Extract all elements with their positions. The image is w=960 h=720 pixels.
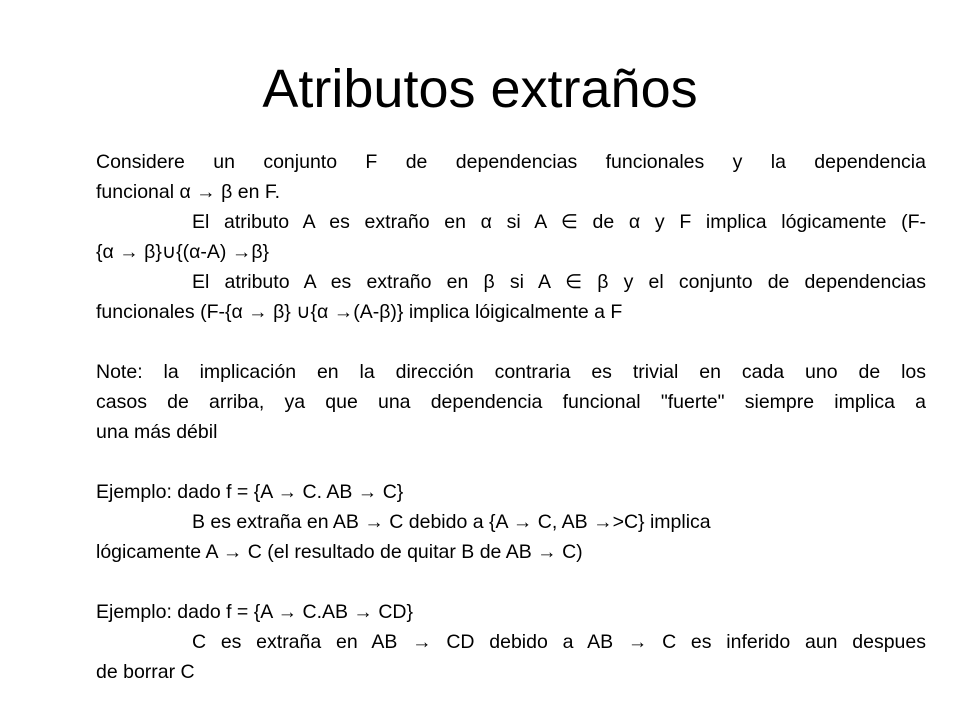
text-line: una más débil: [96, 421, 218, 443]
text-line: Ejemplo: dado f = {A → C.AB → CD}: [96, 601, 414, 623]
text-line: B es extraña en AB → C debido a {A → C, AB →>C} implica: [192, 511, 711, 533]
slide-title: Atributos extraños: [262, 59, 698, 119]
text-line: {α → β}∪{(α-A) →β}: [96, 241, 270, 263]
text-line: El atributo A es extraño en β si A ∈ β y el conjunto de dependencias: [192, 271, 926, 293]
text-line: Considere un conjunto F de dependencias funcionales y la dependencia: [96, 151, 926, 173]
text-line: funcionales (F-{α → β} ∪{α →(A-β)} implica lóigicalmente a F: [96, 301, 623, 323]
text-line: funcional α → β en F.: [96, 181, 280, 203]
spacer: [96, 327, 926, 357]
slide-body: [96, 147, 926, 687]
spacer: [96, 567, 926, 597]
text-line: casos de arriba, ya que una dependencia funcional "fuerte" siempre implica a: [96, 391, 926, 413]
text-line: de borrar C: [96, 661, 195, 683]
text-line: El atributo A es extraño en α si A ∈ de α y F implica lógicamente (F-: [192, 211, 926, 233]
text-line: Ejemplo: dado f = {A → C. AB → C}: [96, 481, 404, 503]
spacer: [96, 447, 926, 477]
text-line: lógicamente A → C (el resultado de quitar B de AB → C): [96, 541, 583, 563]
text-line: C es extraña en AB → CD debido a AB → C es inferido aun despues: [192, 631, 926, 653]
text-line: Note: la implicación en la dirección contraria es trivial en cada uno de los: [96, 361, 926, 383]
